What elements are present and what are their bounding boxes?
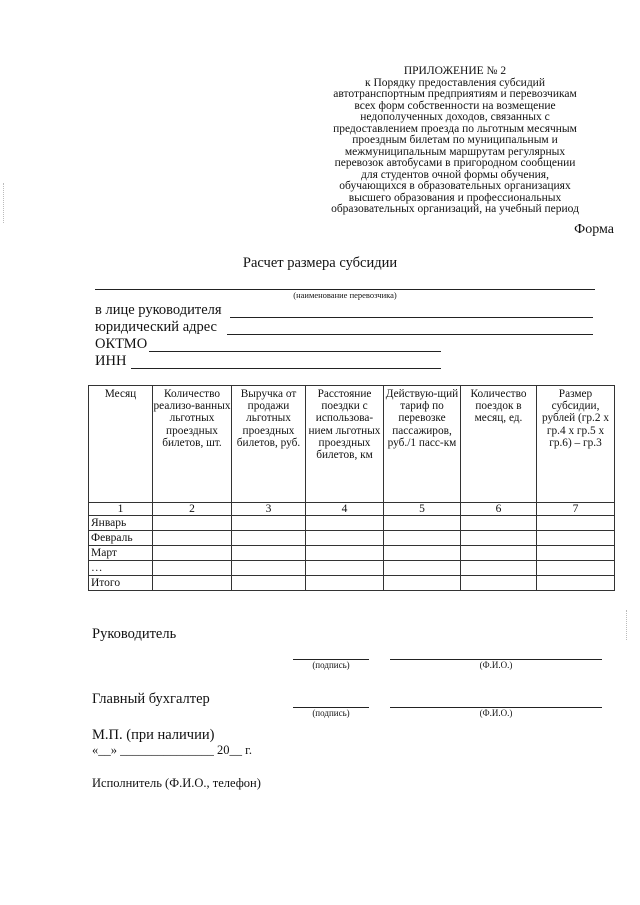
table-cell[interactable] [384,561,461,576]
table-cell[interactable] [232,576,306,591]
table-cell[interactable] [153,531,232,546]
date-line[interactable]: «__» _______________ 20__ г. [92,743,252,757]
table-cell[interactable] [537,576,615,591]
table-cell[interactable] [306,531,384,546]
table-cell[interactable] [153,561,232,576]
table-cell[interactable] [537,546,615,561]
appendix-line: к Порядку предоставления субсидий [365,76,545,89]
table-cell[interactable] [232,531,306,546]
table-cell[interactable] [461,516,537,531]
table-cell[interactable] [461,561,537,576]
table-cell[interactable] [306,546,384,561]
table-row [89,516,615,531]
table-cell[interactable] [384,576,461,591]
head-label: в лице руководителя [95,302,222,318]
table-cell[interactable] [384,546,461,561]
table-cell[interactable] [232,546,306,561]
row-label: Январь [89,516,153,531]
document-title: Расчет размера субсидии [242,255,398,271]
appendix-line: недополученных доходов, связанных с [360,111,550,123]
column-number: 6 [461,503,537,516]
table-header-row [89,386,615,503]
table-cell[interactable] [537,516,615,531]
subsidy-table [88,385,615,591]
table-row [89,561,615,576]
table-row [89,531,615,546]
column-header-tariff: Действую-щий тариф по перевозке пассажиров, руб./1 пасс-км [384,386,461,503]
table-cell[interactable] [384,516,461,531]
table-row-total [89,576,615,591]
table-cell[interactable] [153,576,232,591]
table-cell[interactable] [461,546,537,561]
column-header-month: Месяц [89,386,153,503]
table-cell[interactable] [306,561,384,576]
table-row [89,546,615,561]
appendix-line: для студентов очной формы обучения, [361,168,549,181]
row-label: Март [89,546,153,561]
table-cell[interactable] [306,576,384,591]
appendix-header [305,66,605,216]
scan-margin-mark [3,183,5,223]
table-cell[interactable] [537,561,615,576]
table-cell[interactable] [537,531,615,546]
appendix-line: обучающихся в образовательных организациях [339,180,571,192]
table-cell[interactable] [153,516,232,531]
inn-field[interactable] [131,368,441,369]
column-header-tickets-count: Количество реализо-ванных льготных проездных билетов, шт. [153,386,232,503]
table-cell[interactable] [461,531,537,546]
inn-label: ИНН [95,353,127,369]
head-name-caption: (Ф.И.О.) [479,660,513,670]
column-number: 1 [89,503,153,516]
row-label: Февраль [89,531,153,546]
stamp-label: М.П. (при наличии) [92,727,215,743]
executor-label: Исполнитель (Ф.И.О., телефон) [92,776,261,790]
accountant-name-caption: (Ф.И.О.) [479,708,513,718]
head-field[interactable] [230,317,593,318]
row-label: … [89,561,153,576]
column-header-subsidy: Размер субсидии, рублей (гр.2 х гр.4 х гр.5 х гр.6) – гр.3 [537,386,615,503]
column-header-distance: Расстояние поездки с использова-нием льготных проездных билетов, км [306,386,384,503]
column-header-trips: Количество поездок в месяц, ед. [461,386,537,503]
table-cell[interactable] [232,561,306,576]
column-number: 2 [153,503,232,516]
column-number-row [89,503,615,516]
oktmo-field[interactable] [149,351,441,352]
row-label: Итого [89,576,153,591]
form-label: Форма [574,222,614,237]
column-header-revenue: Выручка от продажи льготных проездных билетов, руб. [232,386,306,503]
appendix-line: перевозок автобусами в пригородном сообщении [334,157,576,169]
head-signature-label: Руководитель [92,626,177,642]
accountant-signature-label: Главный бухгалтер [92,691,210,707]
appendix-line: всех форм собственности на возмещение [354,99,556,112]
scan-margin-mark [626,610,628,640]
table-cell[interactable] [306,516,384,531]
address-label: юридический адрес [95,319,217,335]
appendix-line: проездным билетам по муниципальным и [352,134,558,146]
appendix-line: высшего образования и профессиональных [348,191,562,204]
appendix-line: предоставлением проезда по льготным месячным [333,122,577,135]
column-number: 7 [537,503,615,516]
appendix-line: межмуниципальным маршрутам регулярных [344,145,566,158]
oktmo-label: ОКТМО [95,336,148,352]
accountant-signature-caption: (подпись) [312,708,350,718]
carrier-name-caption: (наименование перевозчика) [293,290,397,300]
column-number: 4 [306,503,384,516]
table-cell[interactable] [232,516,306,531]
appendix-line: автотранспортным предприятиям и перевозчикам [333,88,577,100]
appendix-line: ПРИЛОЖЕНИЕ № 2 [403,65,507,77]
column-number: 5 [384,503,461,516]
column-number: 3 [232,503,306,516]
head-signature-caption: (подпись) [312,660,350,670]
table-cell[interactable] [153,546,232,561]
table-cell[interactable] [384,531,461,546]
appendix-line: образовательных организаций, на учебный период [331,203,579,215]
address-field[interactable] [227,334,593,335]
table-cell[interactable] [461,576,537,591]
